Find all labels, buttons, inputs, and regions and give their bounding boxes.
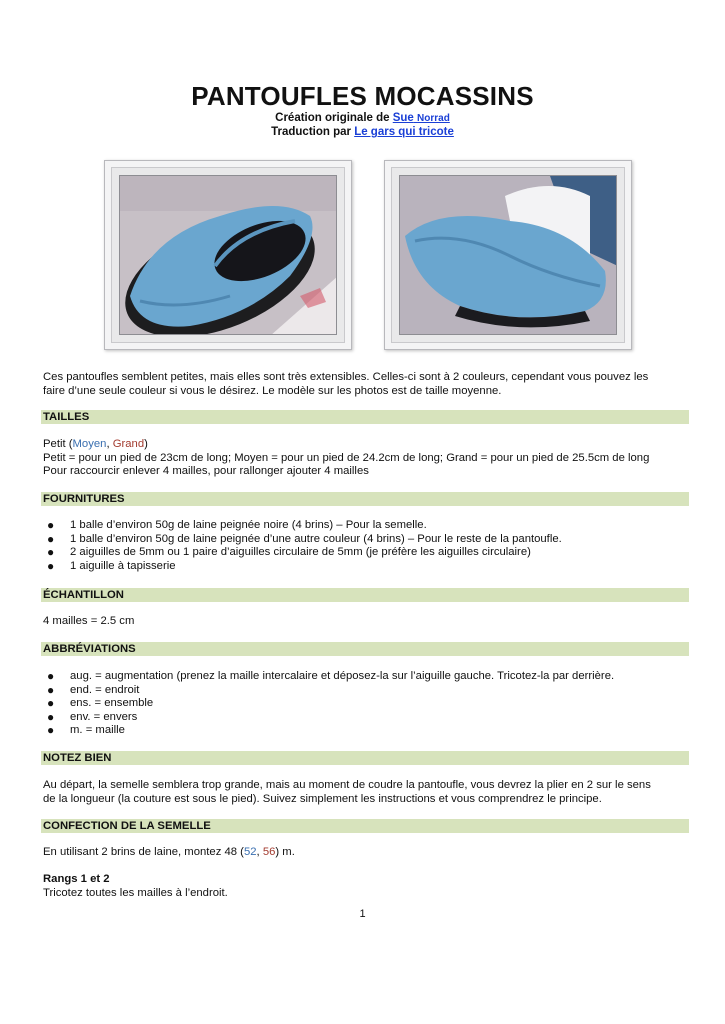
section-heading-notez-bien: NOTEZ BIEN xyxy=(41,751,689,765)
translation-prefix: Traduction par xyxy=(271,126,355,138)
author-first-name: Sue xyxy=(392,112,414,124)
bullet-icon: ● xyxy=(47,545,55,559)
list-item xyxy=(43,533,562,547)
list-item xyxy=(43,546,562,560)
list-item-text: m. = maille xyxy=(70,724,125,736)
abbreviations-list xyxy=(43,670,614,738)
list-item xyxy=(43,560,562,574)
tailles-content xyxy=(43,438,688,479)
list-item-text: env. = envers xyxy=(70,710,138,723)
sizes-line xyxy=(43,438,688,452)
list-item-text: aug. = augmentation (prenez la maille intercalaire et déposez-la sur l’aiguille gauche. Tricotez-la par derrière. xyxy=(70,670,615,682)
size-small: Petit ( xyxy=(43,438,73,450)
bullet-icon: ● xyxy=(47,669,55,683)
size-separator: , xyxy=(106,438,113,450)
list-item-text: 2 aiguilles de 5mm ou 1 paire d’aiguilles circulaire de 5mm (je préfère les aiguilles circulaire) xyxy=(70,546,531,558)
slipper-foot-illustration xyxy=(400,176,617,335)
translator-link[interactable]: Le gars qui tricote xyxy=(354,126,454,138)
bullet-icon: ● xyxy=(47,558,55,573)
list-item xyxy=(43,724,614,738)
list-item-text: ens. = ensemble xyxy=(70,697,154,709)
list-item xyxy=(43,519,562,533)
section-heading-echantillon: ÉCHANTILLON xyxy=(41,588,689,602)
list-item-text: 1 balle d’environ 50g de laine peignée noire (4 brins) – Pour la semelle. xyxy=(70,519,427,531)
note-paragraph xyxy=(43,779,688,806)
cast-on-prefix: En utilisant 2 brins de laine, montez 48 ( xyxy=(43,846,244,858)
bullet-icon: ● xyxy=(47,682,55,697)
author-last-name: Norrad xyxy=(417,113,450,124)
cast-on-suffix: ) m. xyxy=(275,846,295,858)
list-item xyxy=(43,684,614,698)
cast-on-line xyxy=(43,846,688,860)
sizes-adjust: Pour raccourcir enlever 4 mailles, pour rallonger ajouter 4 mailles xyxy=(43,465,369,477)
creation-prefix: Création originale de xyxy=(275,112,393,124)
slipper-photo-top-view xyxy=(104,160,352,350)
intro-line-1: Ces pantoufles semblent petites, mais elles sont très extensibles. Celles-ci sont à 2 couleurs, cependant vous pouvez les xyxy=(43,371,649,383)
size-close-paren: ) xyxy=(144,438,148,450)
section-heading-confection: CONFECTION DE LA SEMELLE xyxy=(41,819,689,833)
sizes-detail: Petit = pour un pied de 23cm de long; Moyen = pour un pied de 24.2cm de long; Grand = pour un pied de 25.5cm de long xyxy=(43,451,650,464)
slipper-top-illustration xyxy=(120,176,337,335)
bullet-icon: ● xyxy=(47,531,55,546)
bullet-icon: ● xyxy=(47,723,55,737)
list-item xyxy=(43,711,614,725)
translation-credit xyxy=(0,126,725,138)
slipper-photo-on-foot xyxy=(384,160,632,350)
cast-on-large: 56 xyxy=(262,846,276,858)
section-heading-fournitures: FOURNITURES xyxy=(41,492,689,506)
supplies-list xyxy=(43,519,562,573)
note-line-1: Au départ, la semelle semblera trop grande, mais au moment de coudre la pantoufle, vous devrez la plier en 2 sur le sens xyxy=(43,779,651,791)
cast-on-separator: , xyxy=(256,846,263,858)
creation-credit xyxy=(0,112,725,124)
bullet-icon: ● xyxy=(47,696,55,710)
photo-image xyxy=(399,175,617,335)
cast-on-medium: 52 xyxy=(243,846,257,858)
rows-title: Rangs 1 et 2 xyxy=(43,873,110,885)
size-large: Grand xyxy=(112,438,145,450)
list-item xyxy=(43,670,614,684)
intro-paragraph xyxy=(43,371,688,398)
author-link[interactable] xyxy=(393,112,450,124)
bullet-icon: ● xyxy=(47,709,55,724)
gauge-text: 4 mailles = 2.5 cm xyxy=(43,615,135,627)
list-item-text: 1 balle d’environ 50g de laine peignée d’une autre couleur (4 brins) – Pour le reste de la pantoufle. xyxy=(70,532,562,545)
size-medium: Moyen xyxy=(72,438,107,450)
section-heading-tailles: TAILLES xyxy=(41,410,689,424)
list-item-text: end. = endroit xyxy=(70,683,140,696)
note-line-2: de la longueur (la couture est sous le pied). Suivez simplement les instructions et vous comprendrez le principe. xyxy=(43,792,602,805)
list-item xyxy=(43,697,614,711)
intro-line-2: faire d’une seule couleur si vous le désirez. Le modèle sur les photos est de taille moyenne. xyxy=(43,384,502,397)
rows-instruction: Tricotez toutes les mailles à l’endroit. xyxy=(43,887,228,899)
bullet-icon: ● xyxy=(47,518,55,532)
document-title: PANTOUFLES MOCASSINS xyxy=(191,81,534,111)
list-item-text: 1 aiguille à tapisserie xyxy=(70,559,176,572)
photo-image xyxy=(119,175,337,335)
page-number: 1 xyxy=(359,908,366,920)
section-heading-abbreviations: ABBRÉVIATIONS xyxy=(41,642,689,656)
